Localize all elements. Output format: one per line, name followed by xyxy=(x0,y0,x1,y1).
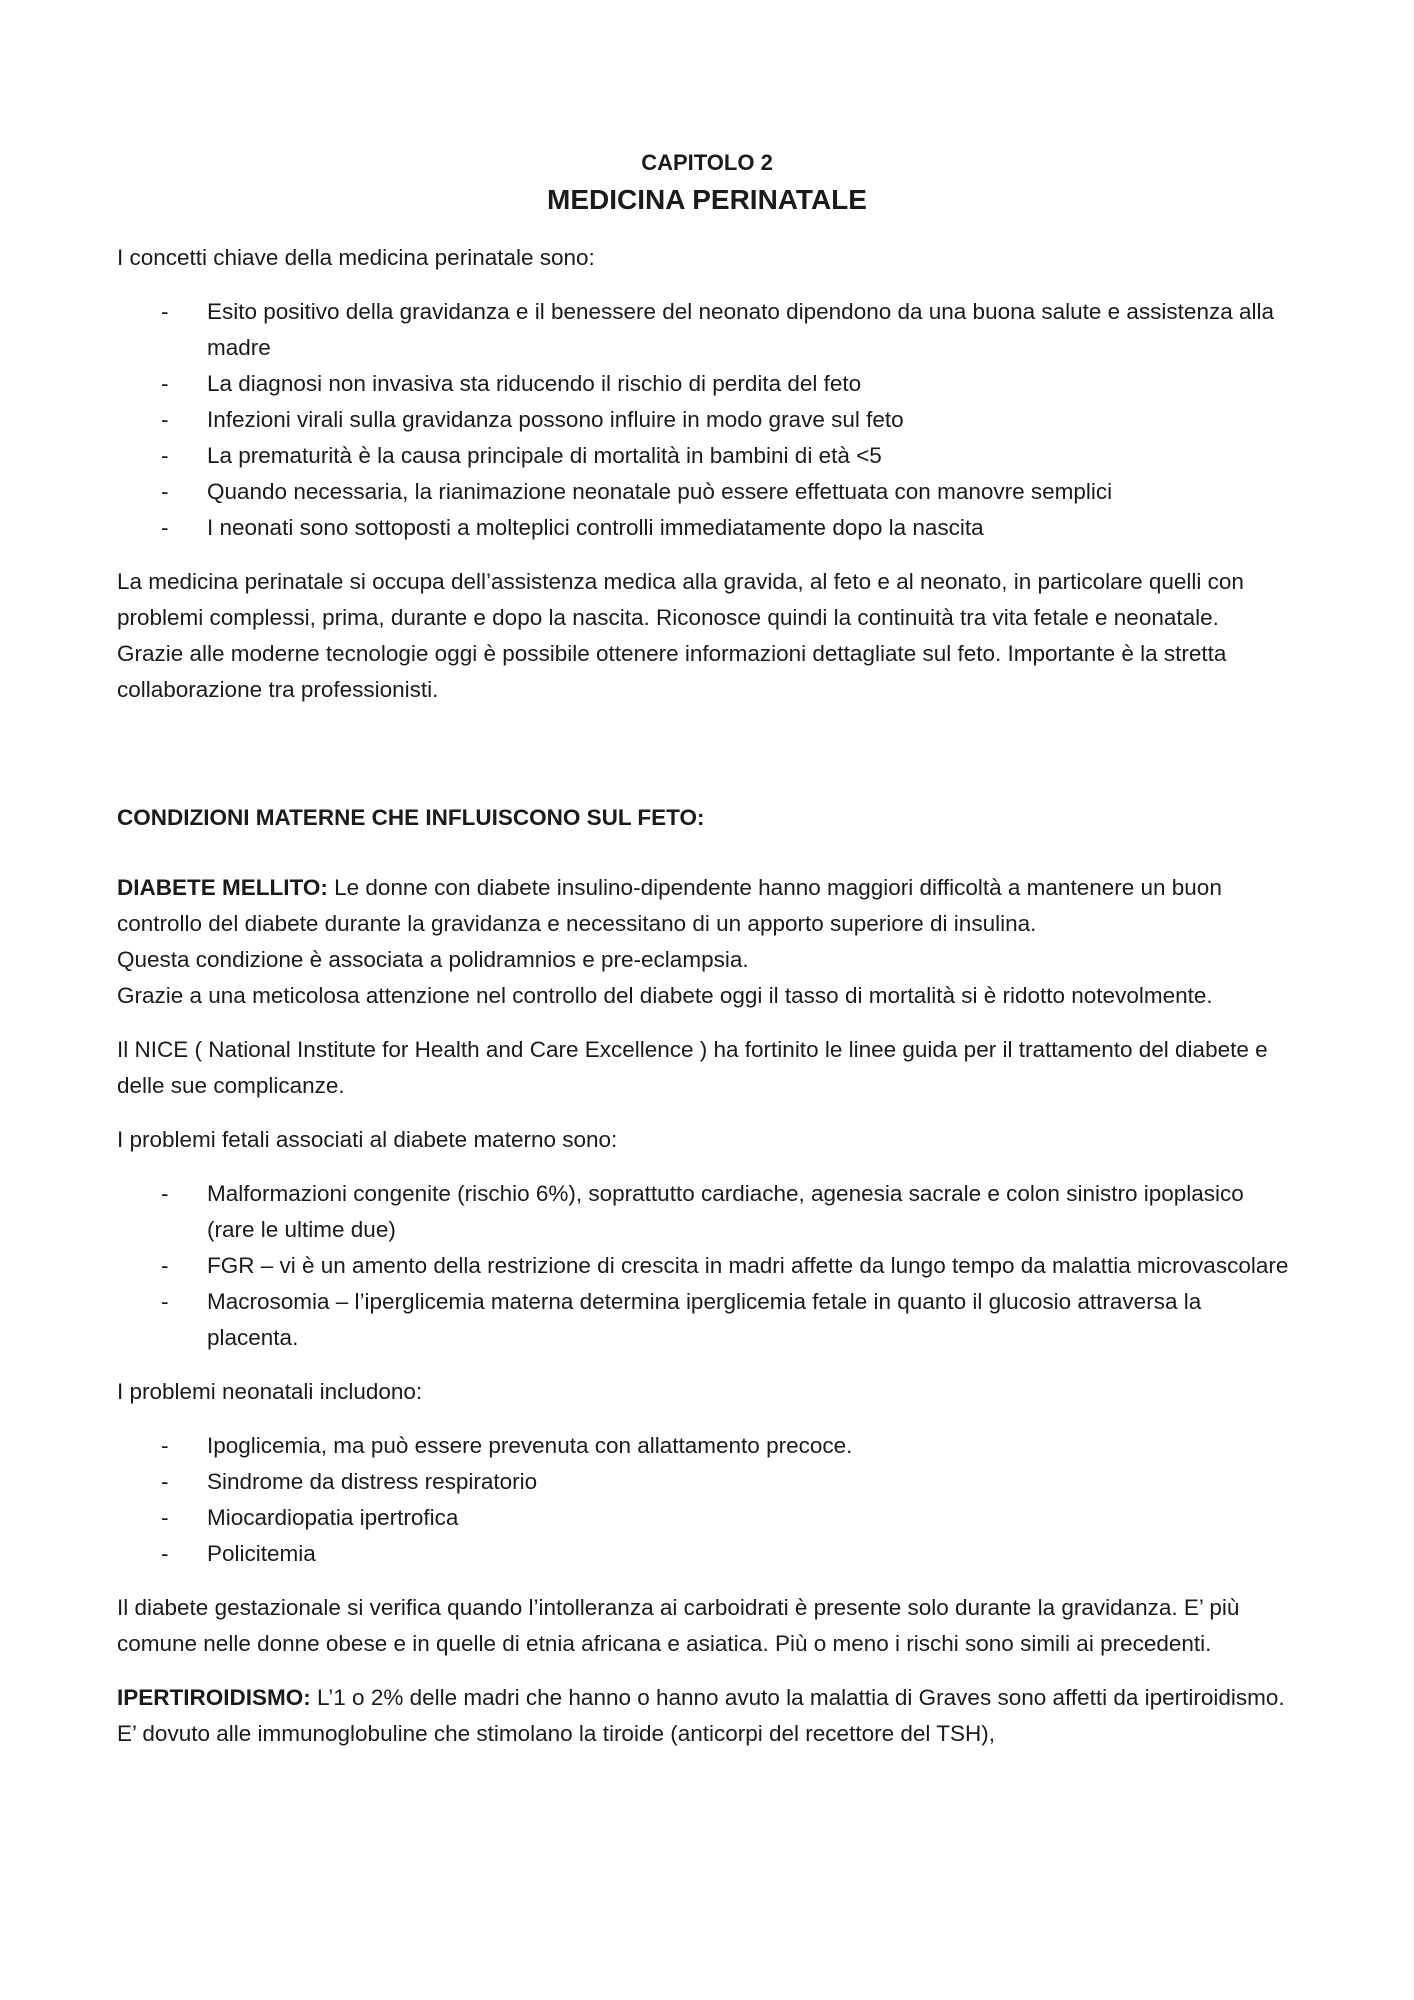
ipertiroidismo-paragraph xyxy=(117,1680,1297,1752)
list-item-text: Esito positivo della gravidanza e il benessere del neonato dipendono da una buona salute e assistenza alla madre xyxy=(207,299,1275,360)
list-item-text: Infezioni virali sulla gravidanza possono influire in modo grave sul feto xyxy=(207,407,904,432)
chapter-label: CAPITOLO 2 xyxy=(641,150,773,175)
neonatal-problems-list xyxy=(117,1428,1297,1572)
key-concepts-list xyxy=(117,294,1297,546)
diabete-paragraph xyxy=(117,870,1297,942)
list-item-text: Malformazioni congenite (rischio 6%), soprattutto cardiache, agenesia sacrale e colon sinistro ipoplasico (rare le ultime due) xyxy=(207,1181,1244,1242)
list-item xyxy=(117,366,1297,402)
diabete-text: Le donne con diabete insulino-dipendente hanno maggiori difficoltà a mantenere un buon controllo del diabete durante la gravidanza e necessitano di un apporto superiore di insulina. xyxy=(117,875,1222,936)
list-item xyxy=(117,1464,1297,1500)
ipertiroidismo-text: L’1 o 2% delle madri che hanno o hanno avuto la malattia di Graves sono affetti da ipertiroidismo. E’ dovuto alle immunoglobuline che stimolano la tiroide (anticorpi del recettore del TSH), xyxy=(117,1685,1285,1746)
diabete-paragraph-3: Grazie a una meticolosa attenzione nel controllo del diabete oggi il tasso di mortalità si è ridotto notevolmente. xyxy=(117,983,1213,1008)
bullet: - xyxy=(161,1541,169,1566)
list-item xyxy=(117,510,1297,546)
list-item xyxy=(117,402,1297,438)
intro-paragraph: La medicina perinatale si occupa dell’assistenza medica alla gravida, al feto e al neonato, in particolare quelli con problemi complessi, prima, durante e dopo la nascita. Riconosce quindi la continuità tra vita fetale e neonatale. xyxy=(117,569,1244,630)
bullet: - xyxy=(161,299,169,324)
list-item xyxy=(117,294,1297,366)
list-item-text: Miocardiopatia ipertrofica xyxy=(207,1505,459,1530)
list-item xyxy=(117,438,1297,474)
bullet: - xyxy=(161,1469,169,1494)
page-content xyxy=(117,142,1297,1752)
bullet: - xyxy=(161,1505,169,1530)
list-item-text: Quando necessaria, la rianimazione neonatale può essere effettuata con manovre semplici xyxy=(207,479,1113,504)
list-item xyxy=(117,1500,1297,1536)
list-item-text: Policitemia xyxy=(207,1541,316,1566)
list-item-text: Ipoglicemia, ma può essere prevenuta con allattamento precoce. xyxy=(207,1433,853,1458)
bullet: - xyxy=(161,479,169,504)
ipertiroidismo-label: IPERTIROIDISMO: xyxy=(117,1685,311,1710)
list-item xyxy=(117,1536,1297,1572)
bullet: - xyxy=(161,407,169,432)
bullet: - xyxy=(161,1433,169,1458)
gestational-diabetes-paragraph: Il diabete gestazionale si verifica quando l’intolleranza ai carboidrati è presente solo durante la gravidanza. E’ più comune nelle donne obese e in quelle di etnia africana e asiatica. Più o meno i rischi sono simili ai precedenti. xyxy=(117,1595,1240,1656)
list-item xyxy=(117,474,1297,510)
neonatal-problems-lead: I problemi neonatali includono: xyxy=(117,1379,423,1404)
list-item-text: La diagnosi non invasiva sta riducendo il rischio di perdita del feto xyxy=(207,371,862,396)
list-item xyxy=(117,1284,1297,1356)
list-item xyxy=(117,1248,1297,1284)
fetal-problems-list xyxy=(117,1176,1297,1356)
intro-lead: I concetti chiave della medicina perinatale sono: xyxy=(117,245,595,270)
list-item xyxy=(117,1428,1297,1464)
list-item-text: Macrosomia – l’iperglicemia materna determina iperglicemia fetale in quanto il glucosio attraversa la placenta. xyxy=(207,1289,1202,1350)
bullet: - xyxy=(161,1289,169,1314)
list-item xyxy=(117,1176,1297,1248)
bullet: - xyxy=(161,371,169,396)
bullet: - xyxy=(161,515,169,540)
bullet: - xyxy=(161,1253,169,1278)
section-heading: CONDIZIONI MATERNE CHE INFLUISCONO SUL FETO: xyxy=(117,805,705,830)
list-item-text: Sindrome da distress respiratorio xyxy=(207,1469,538,1494)
chapter-title: MEDICINA PERINATALE xyxy=(547,184,867,215)
list-item-text: FGR – vi è un amento della restrizione di crescita in madri affette da lungo tempo da malattia microvascolare xyxy=(207,1253,1289,1278)
diabete-paragraph-2: Questa condizione è associata a polidramnios e pre-eclampsia. xyxy=(117,947,749,972)
fetal-problems-lead: I problemi fetali associati al diabete materno sono: xyxy=(117,1127,618,1152)
bullet: - xyxy=(161,1181,169,1206)
list-item-text: I neonati sono sottoposti a molteplici controlli immediatamente dopo la nascita xyxy=(207,515,984,540)
intro-paragraph-2: Grazie alle moderne tecnologie oggi è possibile ottenere informazioni dettagliate sul feto. Importante è la stretta collaborazione tra professionisti. xyxy=(117,641,1227,702)
diabete-label: DIABETE MELLITO: xyxy=(117,875,328,900)
nice-paragraph: Il NICE ( National Institute for Health and Care Excellence ) ha fortinito le linee guida per il trattamento del diabete e delle sue complicanze. xyxy=(117,1037,1268,1098)
list-item-text: La prematurità è la causa principale di mortalità in bambini di età <5 xyxy=(207,443,882,468)
bullet: - xyxy=(161,443,169,468)
